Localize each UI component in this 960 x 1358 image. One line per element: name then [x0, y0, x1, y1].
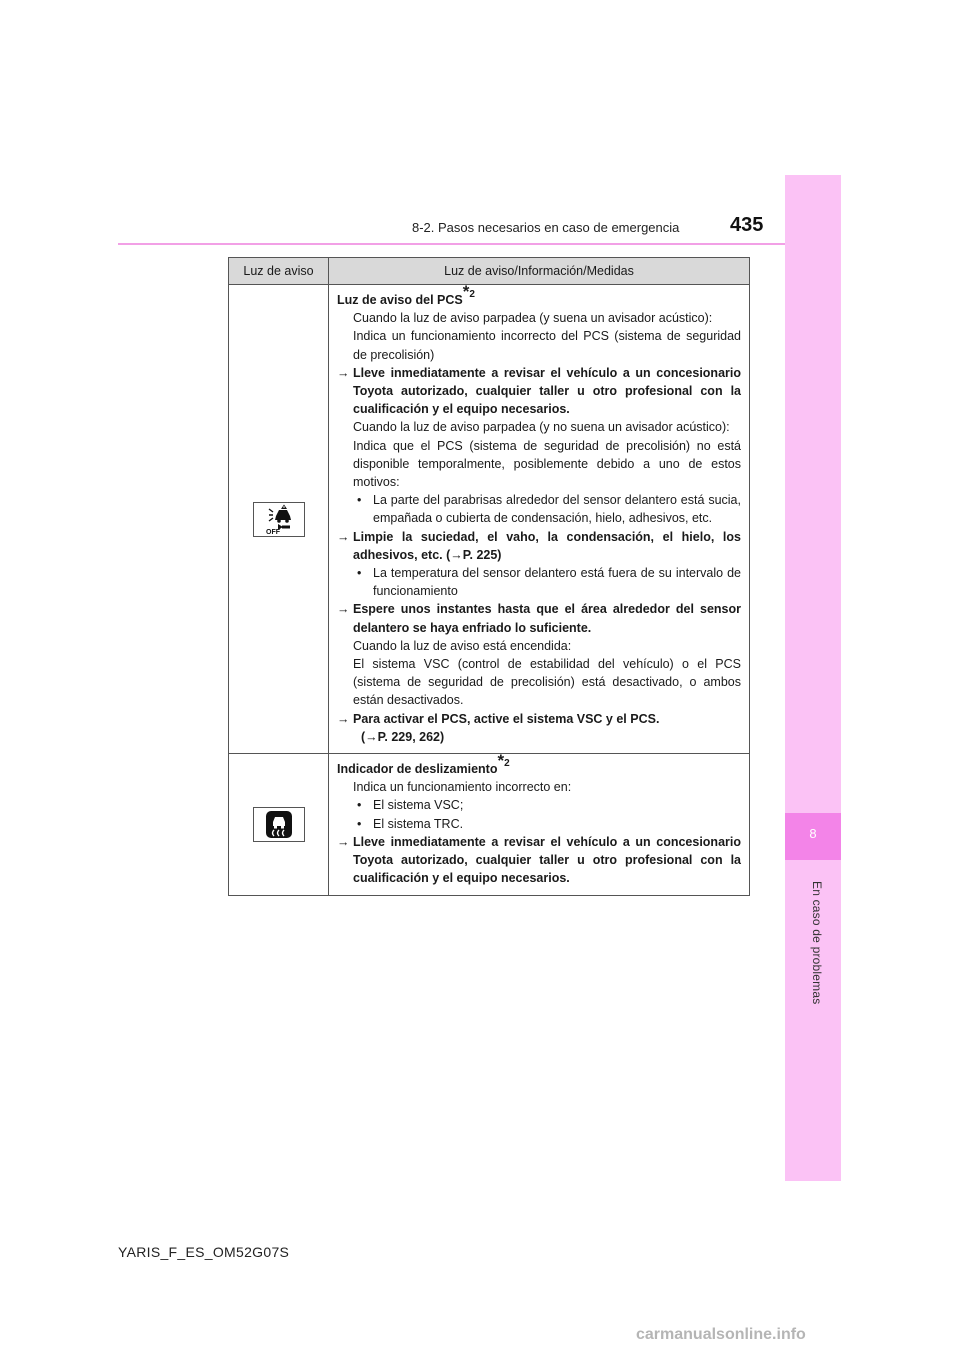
description-text: El sistema VSC (control de estabilidad del vehículo) o el PCS (sistema de seguridad de precolisión) está desactivado, o ambos están desactivados.: [353, 657, 741, 708]
footnote-mark: *: [462, 281, 470, 301]
condition-text: Cuando la luz de aviso parpadea (y suena un avisador acústico):: [353, 311, 713, 326]
warning-title: Luz de aviso del PCS: [337, 293, 463, 307]
table-row: [229, 285, 750, 754]
arrow-icon: →: [450, 547, 463, 562]
pcs-off-warning-icon: [253, 502, 305, 537]
chapter-label: En caso de problemas: [810, 881, 824, 1005]
description-text: Indica un funcionamiento incorrecto del PCS (sistema de seguridad de precolisión): [353, 329, 741, 362]
footnote-number: 2: [469, 288, 475, 300]
page-number: 435: [730, 214, 764, 236]
footnote-number: 2: [504, 757, 510, 769]
arrow-icon: →: [337, 711, 350, 726]
arrow-icon: →: [337, 602, 350, 617]
section-title: 8-2. Pasos necesarios en caso de emergencia: [412, 220, 680, 235]
watermark: carmanualsonline.info: [636, 1326, 806, 1343]
cause-text: La parte del parabrisas alrededor del sensor delantero está sucia, empañada o cubierta de condensación, hielo, adhesivos, etc.: [373, 493, 741, 526]
document-code: YARIS_F_ES_OM52G07S: [118, 1244, 290, 1260]
description-text: Indica un funcionamiento incorrecto en:: [353, 780, 572, 795]
bullet-icon: •: [357, 493, 362, 508]
action-text: Para activar el PCS, active el sistema VSC y el PCS.: [353, 711, 660, 726]
arrow-icon: →: [337, 365, 350, 380]
slip-indicator-icon: [253, 807, 305, 842]
condition-text: Cuando la luz de aviso está encendida:: [353, 638, 572, 653]
page-reference: P. 225): [462, 547, 502, 562]
table-row: [229, 754, 750, 895]
cause-text: El sistema TRC.: [373, 816, 464, 831]
warning-lights-table: [228, 257, 750, 896]
cause-text: El sistema VSC;: [373, 798, 464, 813]
footnote-mark: *: [497, 750, 505, 770]
chapter-number: 8: [809, 826, 817, 841]
header-divider: [118, 243, 840, 245]
warning-title: Indicador de deslizamiento: [337, 762, 498, 777]
description-text: Indica que el PCS (sistema de seguridad de precolisión) no está disponible temporalmente, posiblemente debido a uno de estos motivos:: [353, 438, 741, 490]
action-text: Limpie la suciedad, el vaho, la condensación, el hielo, los adhesivos, etc. (: [353, 529, 741, 562]
column-header-warning-light: Luz de aviso: [229, 258, 329, 285]
arrow-icon: →: [337, 529, 350, 544]
info-cell: [329, 281, 750, 754]
action-text: Espere unos instantes hasta que el área alrededor del sensor delantero se haya enfriado lo suficiente.: [353, 602, 741, 635]
cause-text: La temperatura del sensor delantero está fuera de su intervalo de funcionamiento: [373, 566, 741, 599]
icon-cell: [229, 754, 329, 895]
action-text: Lleve inmediatamente a revisar el vehículo a un concesionario Toyota autorizado, cualquier taller u otro profesional con la cualificación y el equipo necesarios.: [353, 834, 741, 886]
icon-cell: [229, 285, 329, 754]
bullet-icon: •: [357, 798, 362, 813]
arrow-icon: →: [365, 729, 378, 744]
info-cell: [329, 750, 750, 895]
table-header-row: [229, 258, 750, 285]
action-text: Lleve inmediatamente a revisar el vehículo a un concesionario Toyota autorizado, cualquier taller u otro profesional con la cualificación y el equipo necesarios.: [353, 365, 741, 417]
page-reference: P. 229, 262): [377, 729, 445, 744]
chapter-side-tab: [785, 175, 841, 1181]
arrow-icon: →: [337, 834, 350, 849]
column-header-info: Luz de aviso/Información/Medidas: [329, 258, 750, 285]
bullet-icon: •: [357, 816, 362, 831]
open-paren: (: [361, 729, 366, 744]
bullet-icon: •: [357, 566, 362, 581]
condition-text: Cuando la luz de aviso parpadea (y no suena un avisador acústico):: [353, 420, 730, 435]
svg-text:OFF: OFF: [265, 528, 280, 536]
